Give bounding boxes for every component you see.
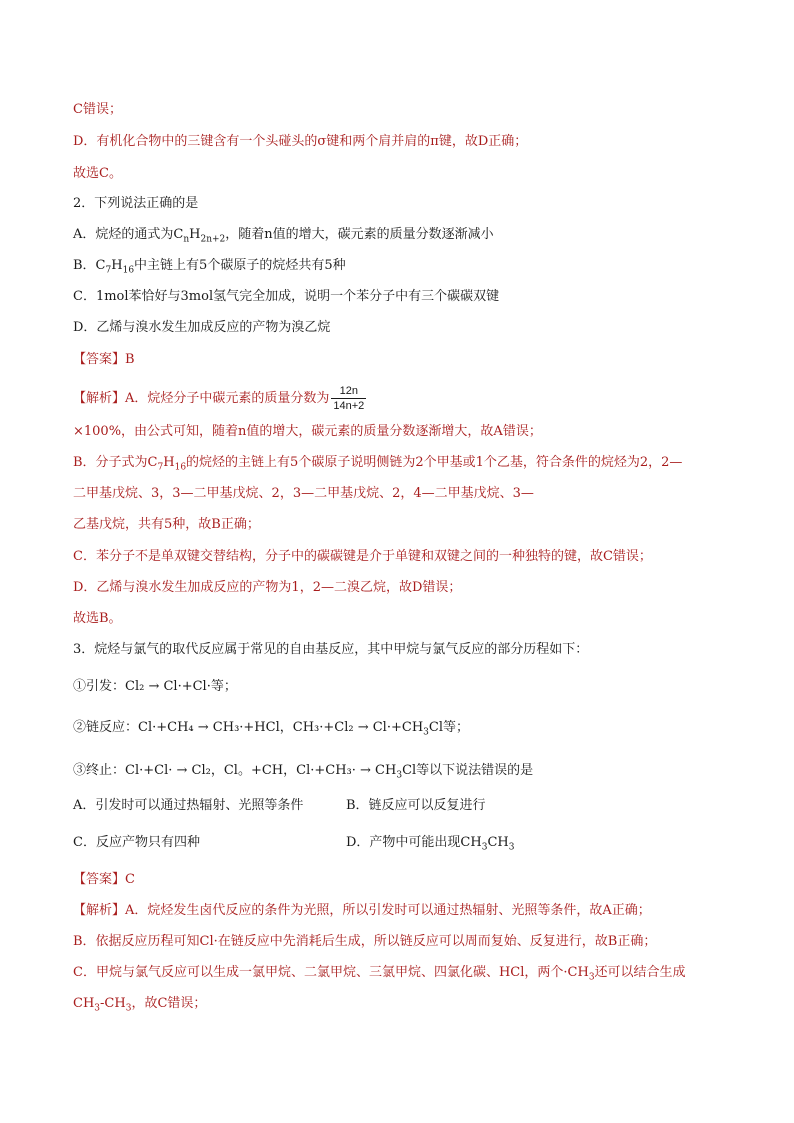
explanation-line: 故选C。: [73, 166, 122, 181]
explanation-2-c: C．苯分子不是单双键交替结构，分子中的碳碳键是介于单键和双键之间的一种独特的键，故C错误；: [73, 549, 652, 564]
question-2-option-a: A．烷烃的通式为$C_nH_{2n+2}$，随着n值的增大，碳元素的质量分数逐渐减小: [73, 227, 494, 245]
explanation-line: C错误；: [73, 102, 122, 117]
explanation-2-a: 【解析】A．烷烃分子中碳元素的质量分数为 $\frac{12n}{14n+2}$: [73, 385, 365, 412]
question-2-option-d: D．乙烯与溴水发生加成反应的产物为溴乙烷: [73, 320, 331, 335]
question-3-step-1: ①引发：Cl₂ → Cl·+Cl·等；: [73, 679, 237, 694]
question-3-option-a: A．引发时可以通过热辐射、光照等条件: [73, 798, 304, 813]
explanation-2-d: D．乙烯与溴水发生加成反应的产物为1，2—二溴乙烷，故D错误；: [73, 580, 462, 595]
explanation-3-c-cont: $CH_3-CH_3$，故C错误；: [73, 996, 207, 1014]
question-2-option-b: B．$C_7H_{16}$中主链上有5个碳原子的烷烃共有5种: [73, 258, 346, 276]
question-3-option-d: D．产物中可能出现$CH_3CH_3$: [346, 835, 515, 853]
explanation-3-a: 【解析】A．烷烃发生卤代反应的条件为光照，所以引发时可以通过热辐射、光照等条件，故A正确；: [73, 903, 651, 918]
question-2-stem: 2．下列说法正确的是: [73, 196, 199, 211]
answer-3: 【答案】C: [73, 872, 135, 887]
explanation-3-b: B．依据反应历程可知Cl·在链反应中先消耗后生成，所以链反应可以周而复始、反复进行，故B正确；: [73, 934, 657, 949]
explanation-2-conclusion: 故选B。: [73, 611, 122, 626]
question-2-option-c: C．1mol苯恰好与3mol氢气完全加成，说明一个苯分子中有三个碳碳双键: [73, 289, 500, 304]
question-3-option-b: B．链反应可以反复进行: [346, 798, 486, 813]
explanation-2-b: B．分子式为$C_7H_{16}$的烷烃的主链上有5个碳原子说明侧链为2个甲基或1个乙基，符合条件的烷烃为2，2—: [73, 455, 683, 473]
question-3-step-2: ②链反应：Cl·+CH₄ → CH₃·+HCl，$CH_3\cdot+Cl_2 \to Cl\cdot+CH_3Cl$等；: [73, 720, 469, 738]
explanation-2-a-cont: ×100%，由公式可知，随着n值的增大，碳元素的质量分数逐渐增大，故A错误；: [73, 424, 542, 439]
explanation-2-b-cont: 二甲基戊烷、3，3—二甲基戊烷、2，3—二甲基戊烷、2，4—二甲基戊烷、3—: [73, 486, 534, 501]
question-3-options-row-1: [73, 796, 303, 816]
question-3-option-c: C．反应产物只有四种: [73, 835, 200, 850]
explanation-line: D．有机化合物中的三键含有一个头碰头的σ键和两个肩并肩的π键，故D正确；: [73, 134, 528, 149]
answer-2: 【答案】B: [73, 352, 135, 367]
question-3-stem: 3．烷烃与氯气的取代反应属于常见的自由基反应，其中甲烷与氯气反应的部分历程如下：: [73, 642, 589, 657]
explanation-2-b-cont: 乙基戊烷，共有5种，故B正确；: [73, 517, 260, 532]
fraction: $\frac{12n}{14n+2}$: [333, 385, 365, 412]
question-3-step-3: ③终止：Cl·+Cl· → Cl₂，Cl。+CH，$Cl\cdot+CH_3\cdot \to CH_3Cl$等以下说法错误的是: [73, 763, 534, 781]
explanation-3-c: C．甲烷与氯气反应可以生成一氯甲烷、二氯甲烷、三氯甲烷、四氯化碳、HCl，两个$\cdot CH_3$还可以结合生成: [73, 965, 686, 983]
